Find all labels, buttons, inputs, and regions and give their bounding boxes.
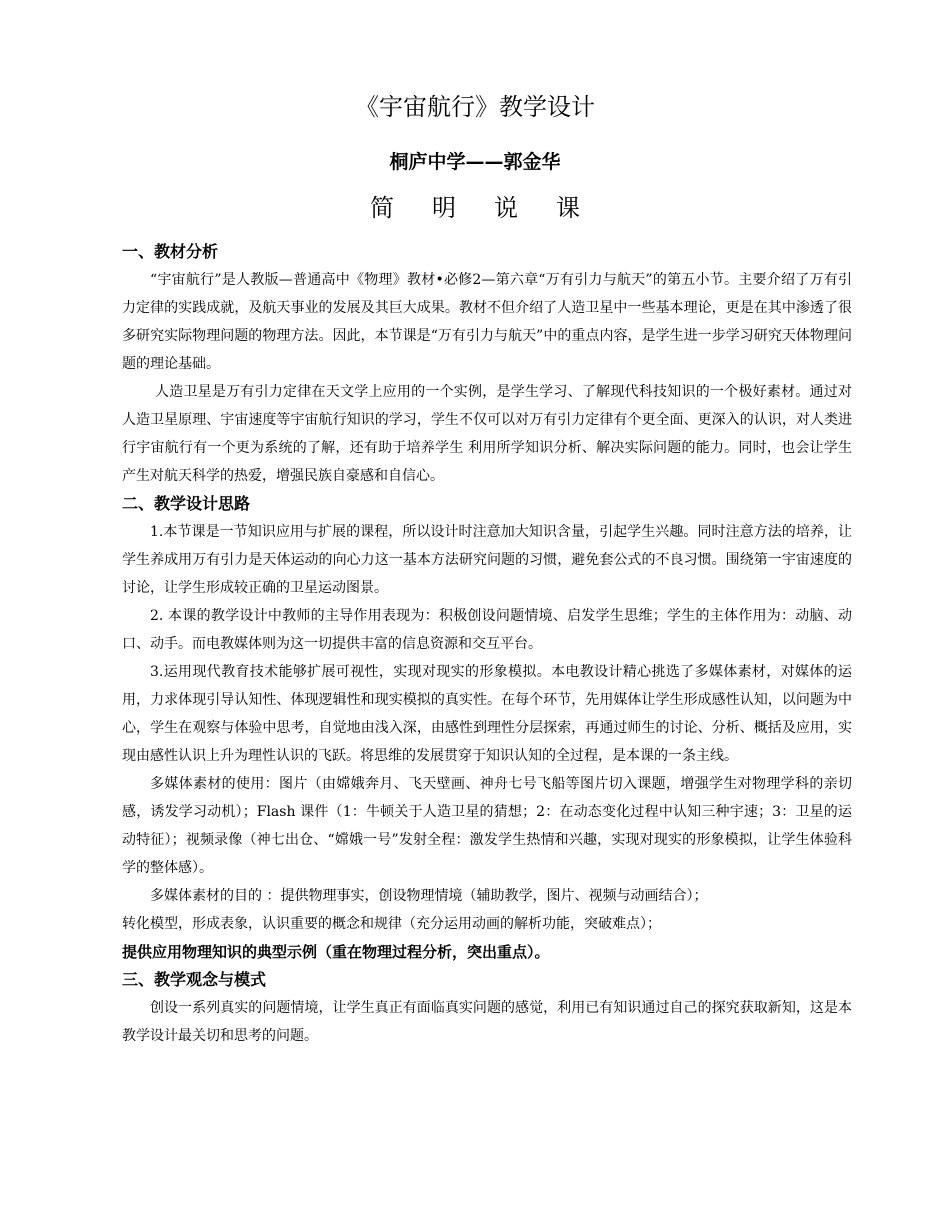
document-title: 《宇宙航行》教学设计 <box>355 93 595 121</box>
paragraph: “宇宙航行”是人教版—普通高中《物理》教材•必修2—第六章“万有引力与航天”的第五小节。主要介绍了万有引力定律的实践成就，及航天事业的发展及其巨大成果。教材不但介绍了人造卫星中一些基本理论，更是在其中渗透了很多研究实际物理问题的物理方法。因此，本节课是“万有引力与航天”中的重点内容，是学生进一步学习研究天体物理问题的理论基础。 <box>122 272 852 372</box>
section-heading: 一、教材分析 <box>122 242 219 261</box>
paragraph: 创设一系列真实的问题情境，让学生真正有面临真实问题的感觉，利用已有知识通过自己的探究获取新知，这是本教学设计最关切和思考的问题。 <box>122 1000 852 1044</box>
paragraph: 多媒体素材的目的 ：提供物理事实，创设物理情境（辅助教学，图片、视频与动画结合）； <box>150 888 708 904</box>
paragraph: 3.运用现代教育技术能够扩展可视性，实现对现实的形象模拟。本电教设计精心挑选了多媒体素材，对媒体的运用，力求体现引导认知性、体现逻辑性和现实模拟的真实性。在每个环节，先用媒体让学生形成感性认知，以问题为中心，学生在观察与体验中思考，自觉地由浅入深，由感性到理性分层探索，再通过师生的讨论、分析、概括及应用，实现由感性认识上升为理性认识的飞跃。将思维的发展贯穿于知识认知的全过程，是本课的一条主线。 <box>122 664 852 764</box>
section-design-ideas <box>122 490 852 966</box>
section-heading: 三、教学观念与模式 <box>122 970 267 989</box>
section-textbook-analysis <box>122 238 852 490</box>
paragraph: 人造卫星是万有引力定律在天文学上应用的一个实例，是学生学习、了解现代科技知识的一个极好素材。通过对人造卫星原理、宇宙速度等宇宙航行知识的学习，学生不仅可以对万有引力定律有个更全面、更深入的认识，对人类进行宇宙航行有一个更为系统的了解，还有助于培养学生 利用所学知识分析、解决实际问题的能力。同时，也会让学生产生对航天科学的热爱，增强民族自豪感和自信心。 <box>122 384 852 484</box>
paragraph-emphasis: 提供应用物理知识的典型示例（重在物理过程分析，突出重点）。 <box>122 943 550 961</box>
document-subtitle: 简明说课 <box>370 194 618 222</box>
section-teaching-concept <box>122 966 852 1050</box>
document-author: 桐庐中学——郭金华 <box>389 151 561 173</box>
paragraph: 2. 本课的教学设计中教师的主导作用表现为：积极创设问题情境、启发学生思维；学生的主体作用为：动脑、动口、动手。而电教媒体则为这一切提供丰富的信息资源和交互平台。 <box>122 608 852 652</box>
paragraph: 转化模型，形成表象，认识重要的概念和规律（充分运用动画的解析功能，突破难点）； <box>122 916 661 932</box>
paragraph: 1.本节课是一节知识应用与扩展的课程，所以设计时注意加大知识含量，引起学生兴趣。同时注意方法的培养，让学生养成用万有引力是天体运动的向心力这一基本方法研究问题的习惯，避免套公式的不良习惯。围绕第一宇宙速度的讨论，让学生形成较正确的卫星运动图景。 <box>122 524 852 596</box>
section-heading: 二、教学设计思路 <box>122 494 251 513</box>
document-body <box>122 238 852 1050</box>
paragraph: 多媒体素材的使用：图片（由嫦娥奔月、飞天壁画、神舟七号飞船等图片切入课题，增强学生对物理学科的亲切感，诱发学习动机）；Flash 课件（1：牛顿关于人造卫星的猜想；2：在动态变化过程中认知三种宇速；3：卫星的运动特征）；视频录像（神七出仓、“嫦娥一号”发射全程：激发学生热情和兴趣，实现对现实的形象模拟，让学生体验科学的整体感）。 <box>122 776 852 876</box>
